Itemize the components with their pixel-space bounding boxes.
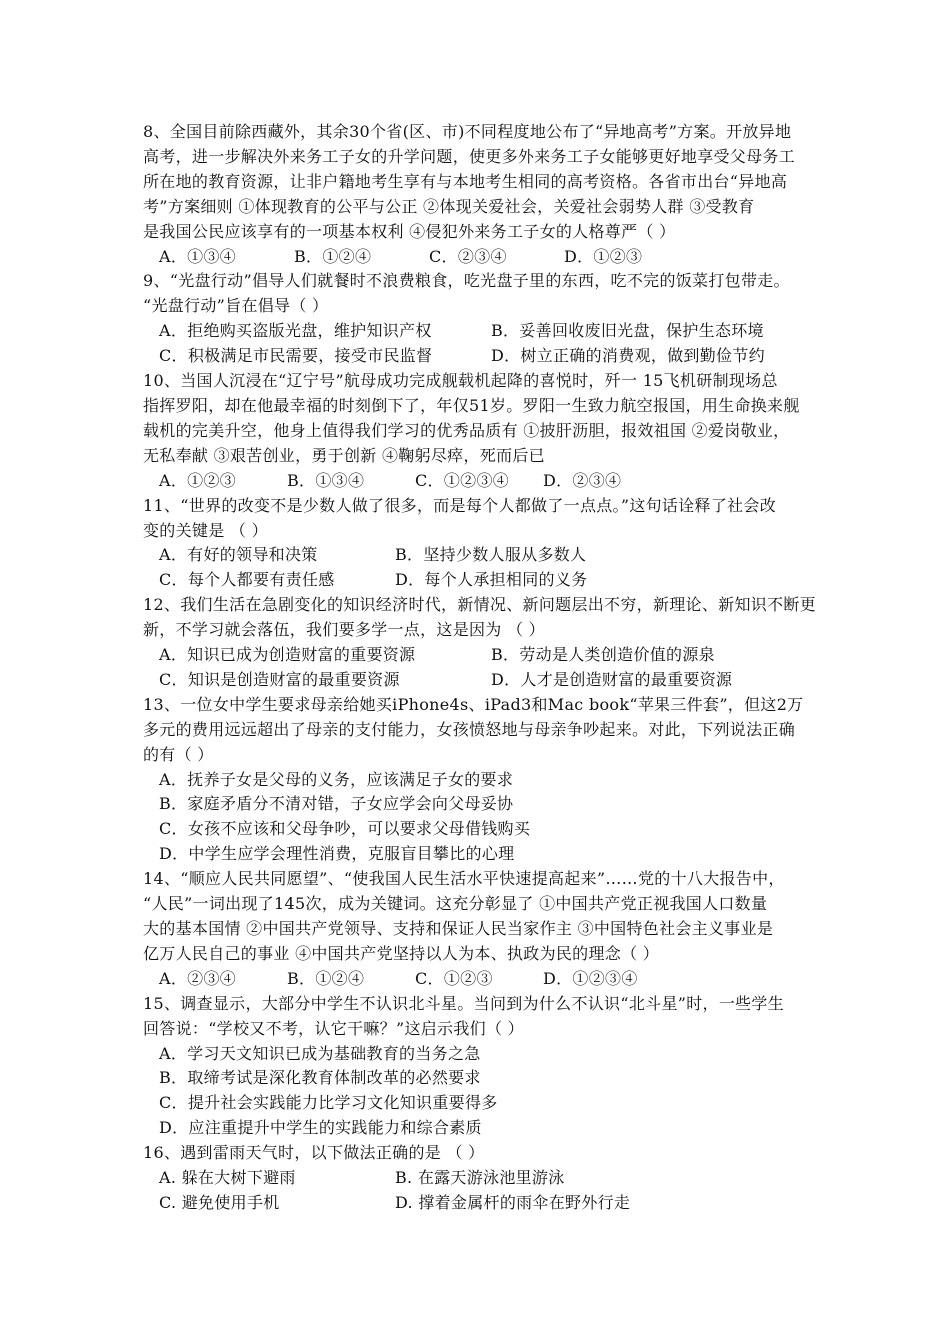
question-text: 回答说：“学校又不考，认它干嘛？”这启示我们（ ） [143, 1018, 524, 1038]
question-text: 新，不学习就会落伍，我们要多学一点，这是因为 （ ） [143, 620, 545, 640]
option-row [143, 543, 823, 568]
option-d[interactable]: D．树立正确的消费观，做到勤俭节约 [491, 346, 765, 366]
option-row [143, 319, 823, 344]
option-c[interactable]: C. 避免使用手机 [159, 1192, 280, 1212]
question-10 [143, 369, 823, 494]
question-text: 多元的费用远远超出了母亲的支付能力，女孩愤怒地与母亲争吵起来。对此，下列说法正确 [143, 719, 796, 739]
option-row [143, 344, 823, 369]
option-c[interactable]: C．知识是创造财富的最重要资源 [159, 669, 400, 689]
question-13 [143, 693, 823, 867]
option-a[interactable]: A．拒绝购买盗版光盘，维护知识产权 [159, 321, 432, 341]
option-row [143, 568, 823, 593]
option-row [143, 1191, 823, 1216]
option-d[interactable]: D．中学生应学会理性消费，克服盲目攀比的心理 [159, 844, 515, 864]
question-text: 13、一位女中学生要求母亲给她买iPhone4s、iPad3和Mac book“苹果三件套”，但这2万 [143, 694, 804, 714]
question-15 [143, 992, 823, 1141]
question-text: 10、当国人沉浸在“辽宁号”航母成功完成舰载机起降的喜悦时，歼一 15飞机研制现场总 [143, 371, 778, 391]
option-b[interactable]: B．取缔考试是深化教育体制改革的必然要求 [159, 1068, 481, 1088]
option-a[interactable]: A．学习天文知识已成为基础教育的当务之急 [159, 1043, 481, 1063]
question-9 [143, 269, 823, 369]
option-a[interactable]: A．抚养子女是父母的义务，应该满足子女的要求 [159, 769, 514, 789]
option-b[interactable]: B. 在露天游泳池里游泳 [395, 1168, 565, 1188]
question-text: 所在地的教育资源，让非户籍地考生享有与本地考生相同的高考资格。各省市出台“异地高 [143, 171, 788, 191]
question-text: 高考，进一步解决外来务工子女的升学问题，使更多外来务工子女能够更好地享受父母务工 [143, 146, 796, 166]
question-text: 亿万人民自己的事业 ④中国共产党坚持以人为本、执政为民的理念（ ） [143, 943, 660, 963]
question-text: 11、“世界的改变不是少数人做了很多，而是每个人都做了一点点。”这句话诠释了社会改 [143, 495, 777, 515]
option-row [143, 1166, 823, 1191]
option-c[interactable]: C．①②③④ [415, 470, 510, 490]
question-text: 14、“顺应人民共同愿望”、“使我国人民生活水平快速提高起来”……党的十八大报告中， [143, 869, 785, 889]
option-d[interactable]: D．应注重提升中学生的实践能力和综合素质 [159, 1118, 482, 1138]
option-d[interactable]: D．①②③④ [543, 968, 638, 988]
option-a[interactable]: A．②③④ [159, 968, 237, 988]
option-row [143, 668, 823, 693]
question-8 [143, 120, 823, 269]
option-d[interactable]: D．每个人承担相同的义务 [395, 570, 588, 590]
question-text: 大的基本国情 ②中国共产党领导、支持和保证人民当家作主 ③中国特色社会主义事业是 [143, 919, 774, 938]
question-text: 15、调查显示，大部分中学生不认识北斗星。当问到为什么不认识“北斗星”时，一些学生 [143, 993, 785, 1013]
option-b[interactable]: B．妥善回收废旧光盘，保护生态环境 [491, 321, 764, 341]
option-row [143, 245, 823, 270]
question-list [143, 120, 823, 1216]
option-c[interactable]: C．每个人都要有责任感 [159, 570, 335, 590]
question-text: 12、我们生活在急剧变化的知识经济时代，新情况、新问题层出不穷，新理论、新知识不断更 [143, 595, 816, 615]
question-text: 9、“光盘行动”倡导人们就餐时不浪费粮食，吃光盘子里的东西，吃不完的饭菜打包带走。 [143, 271, 790, 291]
option-row [143, 643, 823, 668]
option-row [143, 967, 823, 992]
option-c[interactable]: C．提升社会实践能力比学习文化知识重要得多 [159, 1093, 498, 1113]
question-text: 8、全国目前除西藏外，其余30个省(区、市)不同程度地公布了“异地高考”方案。开放异地 [143, 122, 792, 141]
option-d[interactable]: D．②③④ [543, 470, 622, 490]
question-text: 16、遇到雷雨天气时，以下做法正确的是 （ ） [143, 1143, 485, 1163]
question-14 [143, 867, 823, 992]
option-a[interactable]: A．①③④ [159, 246, 237, 266]
option-b[interactable]: B．①②④ [294, 246, 372, 266]
question-11 [143, 494, 823, 594]
option-d[interactable]: D．①②③ [564, 246, 643, 266]
question-text: 载机的完美升空，他身上值得我们学习的优秀品质有 ①披肝沥胆，报效祖国 ②爱岗敬业， [143, 420, 790, 440]
question-text: “光盘行动”旨在倡导（ ） [143, 296, 329, 316]
option-c[interactable]: C．②③④ [429, 246, 507, 266]
question-text: 是我国公民应该享有的一项基本权利 ④侵犯外来务工子女的人格尊严（ ） [143, 221, 676, 241]
option-b[interactable]: B．①③④ [287, 470, 365, 490]
option-c[interactable]: C．①②③ [415, 968, 493, 988]
option-row [143, 469, 823, 494]
option-a[interactable]: A．知识已成为创造财富的重要资源 [159, 645, 416, 665]
question-text: “人民”一词出现了145次，成为关键词。这充分彰显了 ①中国共产党正视我国人口数量 [143, 894, 768, 914]
option-d[interactable]: D. 撑着金属杆的雨伞在野外行走 [395, 1192, 631, 1212]
option-c[interactable]: C．积极满足市民需要，接受市民监督 [159, 346, 433, 366]
question-text: 变的关键是 （ ） [143, 520, 268, 540]
option-b[interactable]: B．劳动是人类创造价值的源泉 [491, 645, 715, 665]
question-text: 的有（ ） [143, 744, 214, 764]
option-b[interactable]: B．家庭矛盾分不清对错，子女应学会向父母妥协 [159, 794, 514, 814]
question-16 [143, 1141, 823, 1216]
option-b[interactable]: B．坚持少数人服从多数人 [395, 545, 587, 565]
question-text: 无私奉献 ③艰苦创业，勇于创新 ④鞠躬尽瘁，死而后已 [143, 445, 545, 465]
option-b[interactable]: B．①②④ [287, 968, 365, 988]
option-a[interactable]: A. 躲在大树下避雨 [159, 1168, 296, 1188]
option-c[interactable]: C．女孩不应该和父母争吵，可以要求父母借钱购买 [159, 819, 531, 839]
option-a[interactable]: A．①②③ [159, 470, 237, 490]
question-12 [143, 593, 823, 693]
question-text: 指挥罗阳，却在他最幸福的时刻倒下了，年仅51岁。罗阳一生致力航空报国，用生命换来舰 [143, 395, 800, 415]
option-a[interactable]: A．有好的领导和决策 [159, 545, 318, 565]
option-d[interactable]: D．人才是创造财富的最重要资源 [491, 669, 733, 689]
question-text: 考”方案细则 ①体现教育的公平与公正 ②体现关爱社会，关爱社会弱势人群 ③受教育 [143, 196, 755, 216]
